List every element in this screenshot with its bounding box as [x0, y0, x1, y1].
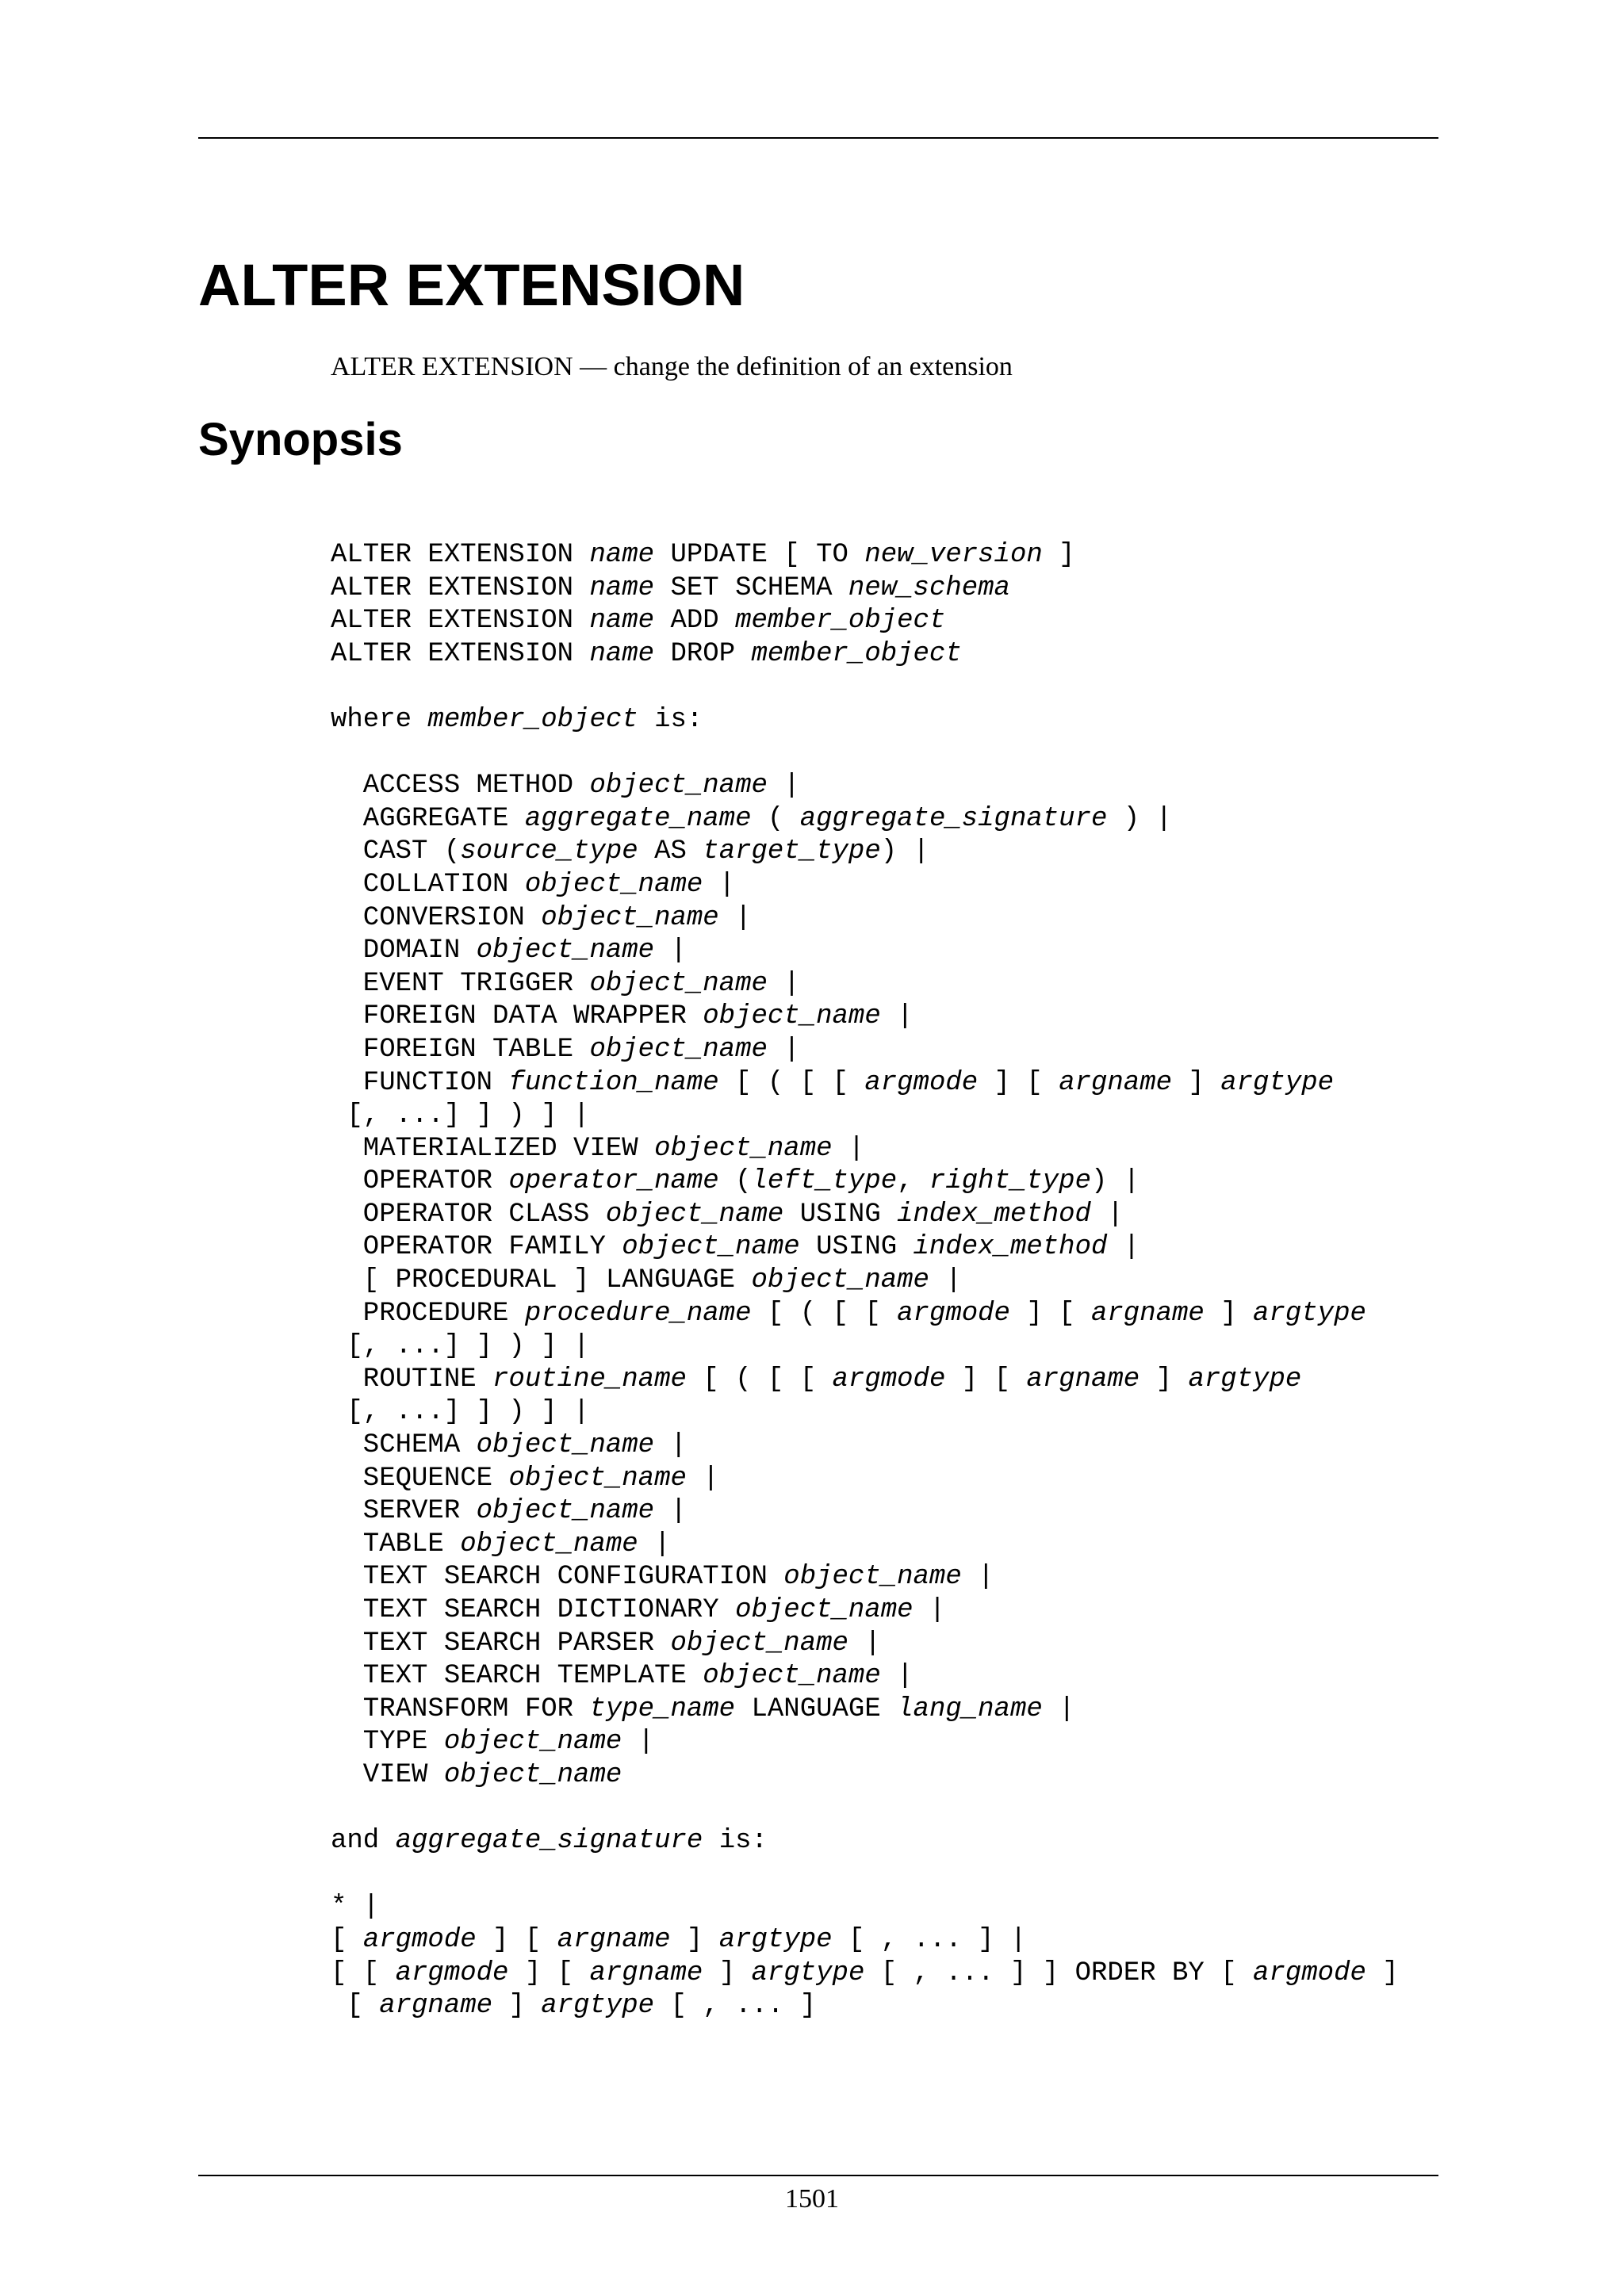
synopsis-text: [, ...] ] ) ] | — [331, 1397, 590, 1428]
synopsis-placeholder: function_name — [508, 1067, 719, 1098]
synopsis-text: [ , ... ] ] ORDER BY [ — [864, 1957, 1254, 1988]
synopsis-text: ] [ — [1009, 1298, 1091, 1329]
synopsis-placeholder: new_version — [864, 540, 1043, 570]
synopsis-line — [331, 1529, 1399, 1562]
synopsis-placeholder: object_name — [589, 771, 768, 802]
header-rule — [198, 137, 1438, 139]
synopsis-blank-line — [331, 1858, 1399, 1892]
synopsis-text: ] — [1139, 1364, 1189, 1395]
synopsis-text: ] — [703, 1957, 752, 1988]
synopsis-line — [331, 1693, 1399, 1727]
synopsis-line — [331, 1495, 1399, 1529]
synopsis-placeholder: argmode — [1253, 1957, 1366, 1988]
synopsis-placeholder: object_name — [670, 1628, 848, 1659]
synopsis-text: ALTER EXTENSION — [331, 572, 590, 603]
synopsis-line — [331, 770, 1399, 803]
synopsis-blank-line — [331, 671, 1399, 704]
synopsis-text: COLLATION — [331, 869, 525, 900]
synopsis-placeholder: object_name — [703, 1661, 881, 1692]
synopsis-line — [331, 1330, 1399, 1364]
synopsis-placeholder: argtype — [1188, 1364, 1302, 1395]
synopsis-line — [331, 836, 1399, 869]
synopsis-line — [331, 1957, 1399, 1991]
synopsis-placeholder: object_name — [605, 1199, 784, 1230]
synopsis-line — [331, 1133, 1399, 1166]
synopsis-placeholder: aggregate_name — [524, 803, 752, 834]
synopsis-line — [331, 869, 1399, 902]
synopsis-text: ) | — [1091, 1166, 1140, 1197]
synopsis-text: [ ( [ [ — [718, 1067, 865, 1098]
synopsis-placeholder: object_name — [654, 1133, 833, 1164]
synopsis-blank-line — [331, 737, 1399, 771]
synopsis-text: ACCESS METHOD — [331, 771, 590, 802]
synopsis-placeholder: target_type — [703, 836, 881, 867]
synopsis-text: SERVER — [331, 1496, 477, 1527]
synopsis-text: [, ...] ] ) ] | — [331, 1100, 590, 1131]
synopsis-text: | — [767, 771, 800, 802]
synopsis-text: | — [638, 1529, 671, 1559]
synopsis-placeholder: argname — [1091, 1298, 1205, 1329]
synopsis-placeholder: object_name — [476, 936, 655, 966]
synopsis-text: ] — [1172, 1067, 1221, 1098]
page-title: ALTER EXTENSION — [198, 252, 745, 318]
synopsis-text: UPDATE [ TO — [654, 540, 865, 570]
synopsis-text: ) | — [880, 836, 929, 867]
synopsis-text: AGGREGATE — [331, 803, 525, 834]
synopsis-text: OPERATOR FAMILY — [331, 1232, 622, 1263]
synopsis-placeholder: object_name — [508, 1463, 687, 1494]
synopsis-text: ALTER EXTENSION — [331, 638, 590, 669]
synopsis-text: | — [767, 1034, 800, 1065]
synopsis-placeholder: routine_name — [492, 1364, 687, 1395]
synopsis-placeholder: type_name — [589, 1693, 736, 1724]
page-number: 1501 — [785, 2184, 839, 2214]
synopsis-placeholder: source_type — [460, 836, 638, 867]
synopsis-line — [331, 539, 1399, 572]
synopsis-line — [331, 704, 1399, 737]
synopsis-text: USING — [783, 1199, 898, 1230]
synopsis-line — [331, 902, 1399, 936]
synopsis-placeholder: argmode — [897, 1298, 1010, 1329]
synopsis-line — [331, 1034, 1399, 1067]
synopsis-placeholder: name — [589, 638, 655, 669]
synopsis-text: OPERATOR — [331, 1166, 509, 1197]
synopsis-text: | — [1107, 1232, 1140, 1263]
synopsis-text: ] [ — [508, 1957, 590, 1988]
synopsis-line — [331, 1429, 1399, 1463]
synopsis-text: | — [767, 968, 800, 999]
synopsis-text: [ PROCEDURAL ] LANGUAGE — [331, 1265, 752, 1296]
synopsis-placeholder: object_name — [460, 1529, 638, 1559]
synopsis-text: | — [622, 1727, 655, 1758]
synopsis-placeholder: index_method — [913, 1232, 1108, 1263]
synopsis-placeholder: argtype — [1220, 1067, 1335, 1098]
synopsis-text: | — [1090, 1199, 1124, 1230]
synopsis-line — [331, 1067, 1399, 1100]
synopsis-text: [ — [331, 1991, 380, 2022]
synopsis-blank-line — [331, 1793, 1399, 1826]
synopsis-code-block — [331, 539, 1399, 2023]
synopsis-placeholder: argmode — [395, 1957, 509, 1988]
synopsis-placeholder: procedure_name — [524, 1298, 752, 1329]
synopsis-text: | — [880, 1001, 914, 1032]
synopsis-text: [ , ... ] | — [832, 1924, 1027, 1955]
synopsis-text: SCHEMA — [331, 1430, 477, 1461]
synopsis-text: OPERATOR CLASS — [331, 1199, 606, 1230]
synopsis-placeholder: aggregate_signature — [395, 1826, 703, 1857]
synopsis-placeholder: argmode — [362, 1924, 477, 1955]
synopsis-placeholder: operator_name — [508, 1166, 719, 1197]
synopsis-text: ROUTINE — [331, 1364, 493, 1395]
synopsis-text: TYPE — [331, 1727, 444, 1758]
synopsis-text: ] — [1204, 1298, 1254, 1329]
synopsis-placeholder: object_name — [443, 1759, 622, 1790]
synopsis-text: TABLE — [331, 1529, 461, 1559]
synopsis-text: ( — [751, 803, 800, 834]
synopsis-text: and — [331, 1826, 396, 1857]
synopsis-placeholder: member_object — [751, 638, 962, 669]
synopsis-text: ] [ — [476, 1924, 557, 1955]
synopsis-text: ALTER EXTENSION — [331, 606, 590, 637]
synopsis-line — [331, 1891, 1399, 1924]
synopsis-text: , — [897, 1166, 929, 1197]
synopsis-placeholder: name — [589, 572, 655, 603]
synopsis-line — [331, 1364, 1399, 1397]
synopsis-text: ] [ — [945, 1364, 1027, 1395]
synopsis-text: | — [880, 1661, 914, 1692]
synopsis-text: ADD — [654, 606, 736, 637]
synopsis-text: [ — [331, 1924, 363, 1955]
synopsis-placeholder: object_name — [735, 1595, 914, 1625]
synopsis-placeholder: right_type — [929, 1166, 1091, 1197]
synopsis-text: | — [703, 869, 736, 900]
synopsis-line — [331, 1759, 1399, 1793]
synopsis-text: ] — [492, 1991, 542, 2022]
synopsis-line — [331, 1726, 1399, 1759]
synopsis-text: ) | — [1107, 803, 1173, 834]
synopsis-placeholder: object_name — [622, 1232, 800, 1263]
synopsis-text: [ [ — [331, 1957, 396, 1988]
synopsis-text: MATERIALIZED VIEW — [331, 1133, 655, 1164]
synopsis-placeholder: object_name — [443, 1727, 622, 1758]
synopsis-text: where — [331, 704, 428, 735]
synopsis-text: | — [718, 902, 752, 933]
synopsis-text: TEXT SEARCH TEMPLATE — [331, 1661, 703, 1692]
synopsis-text: FUNCTION — [331, 1067, 509, 1098]
synopsis-text: | — [848, 1628, 881, 1659]
synopsis-line — [331, 572, 1399, 606]
synopsis-text: CONVERSION — [331, 902, 542, 933]
synopsis-text: TEXT SEARCH DICTIONARY — [331, 1595, 736, 1625]
synopsis-placeholder: object_name — [589, 1034, 768, 1065]
synopsis-text: FOREIGN TABLE — [331, 1034, 590, 1065]
synopsis-placeholder: argname — [379, 1991, 493, 2022]
synopsis-placeholder: name — [589, 606, 655, 637]
synopsis-placeholder: object_name — [524, 869, 703, 900]
synopsis-line — [331, 1561, 1399, 1594]
synopsis-placeholder: new_schema — [848, 572, 1010, 603]
synopsis-text: ALTER EXTENSION — [331, 540, 590, 570]
synopsis-placeholder: argname — [1059, 1067, 1173, 1098]
footer-rule — [198, 2175, 1438, 2176]
section-heading-synopsis: Synopsis — [198, 414, 403, 465]
synopsis-text: SEQUENCE — [331, 1463, 509, 1494]
synopsis-text: PROCEDURE — [331, 1298, 525, 1329]
synopsis-text: LANGUAGE — [735, 1693, 898, 1724]
synopsis-text: CAST ( — [331, 836, 461, 867]
synopsis-line — [331, 1660, 1399, 1693]
synopsis-placeholder: object_name — [783, 1562, 962, 1593]
synopsis-text: TEXT SEARCH PARSER — [331, 1628, 671, 1659]
synopsis-placeholder: object_name — [476, 1496, 655, 1527]
synopsis-placeholder: argtype — [541, 1991, 655, 2022]
synopsis-placeholder: member_object — [735, 606, 946, 637]
synopsis-placeholder: name — [589, 540, 655, 570]
synopsis-line — [331, 1990, 1399, 2023]
synopsis-placeholder: lang_name — [897, 1693, 1043, 1724]
synopsis-text: ] — [670, 1924, 719, 1955]
synopsis-placeholder: object_name — [476, 1430, 655, 1461]
synopsis-line — [331, 1265, 1399, 1298]
synopsis-text: | — [961, 1562, 994, 1593]
synopsis-line — [331, 1231, 1399, 1265]
synopsis-text: ( — [718, 1166, 752, 1197]
synopsis-text: TEXT SEARCH CONFIGURATION — [331, 1562, 784, 1593]
synopsis-line — [331, 1594, 1399, 1628]
synopsis-line — [331, 1001, 1399, 1034]
synopsis-text: [ ( [ [ — [751, 1298, 898, 1329]
synopsis-placeholder: argtype — [718, 1924, 833, 1955]
synopsis-line — [331, 1924, 1399, 1957]
synopsis-line — [331, 605, 1399, 638]
synopsis-line — [331, 1100, 1399, 1133]
synopsis-placeholder: argname — [1026, 1364, 1140, 1395]
refpurpose: ALTER EXTENSION — change the definition of an extension — [331, 352, 1013, 381]
synopsis-line — [331, 1628, 1399, 1661]
synopsis-text: is: — [703, 1826, 768, 1857]
synopsis-text: is: — [638, 704, 703, 735]
synopsis-text: * | — [331, 1892, 380, 1923]
synopsis-text: DROP — [654, 638, 752, 669]
synopsis-text: | — [913, 1595, 946, 1625]
synopsis-text: VIEW — [331, 1759, 444, 1790]
synopsis-text: ] — [1042, 540, 1075, 570]
synopsis-text: ] [ — [978, 1067, 1059, 1098]
synopsis-placeholder: aggregate_signature — [799, 803, 1108, 834]
synopsis-text: SET SCHEMA — [654, 572, 848, 603]
synopsis-line — [331, 1396, 1399, 1429]
synopsis-placeholder: argtype — [751, 1957, 865, 1988]
synopsis-text: | — [654, 1430, 687, 1461]
synopsis-placeholder: argname — [557, 1924, 671, 1955]
synopsis-placeholder: object_name — [703, 1001, 881, 1032]
synopsis-text: USING — [799, 1232, 914, 1263]
synopsis-text: EVENT TRIGGER — [331, 968, 590, 999]
synopsis-line — [331, 1825, 1399, 1858]
synopsis-placeholder: object_name — [589, 968, 768, 999]
synopsis-placeholder: argmode — [864, 1067, 979, 1098]
synopsis-placeholder: member_object — [427, 704, 638, 735]
synopsis-text: ] — [1365, 1957, 1399, 1988]
synopsis-placeholder: argmode — [832, 1364, 946, 1395]
synopsis-text: | — [1042, 1693, 1075, 1724]
synopsis-placeholder: left_type — [751, 1166, 898, 1197]
synopsis-placeholder: argtype — [1253, 1298, 1366, 1329]
synopsis-text: [ ( [ [ — [686, 1364, 833, 1395]
synopsis-placeholder: object_name — [751, 1265, 929, 1296]
synopsis-line — [331, 1199, 1399, 1232]
synopsis-text: FOREIGN DATA WRAPPER — [331, 1001, 703, 1032]
synopsis-placeholder: argname — [589, 1957, 703, 1988]
synopsis-text: | — [654, 936, 687, 966]
synopsis-text: AS — [638, 836, 703, 867]
synopsis-text: [, ...] ] ) ] | — [331, 1331, 590, 1362]
synopsis-line — [331, 638, 1399, 672]
synopsis-placeholder: object_name — [541, 902, 719, 933]
synopsis-line — [331, 1463, 1399, 1496]
synopsis-line — [331, 1298, 1399, 1331]
synopsis-text: | — [929, 1265, 962, 1296]
synopsis-text: TRANSFORM FOR — [331, 1693, 590, 1724]
synopsis-text: | — [832, 1133, 865, 1164]
synopsis-placeholder: index_method — [897, 1199, 1091, 1230]
synopsis-line — [331, 935, 1399, 968]
synopsis-text: [ , ... ] — [654, 1991, 817, 2022]
synopsis-text: | — [654, 1496, 687, 1527]
synopsis-line — [331, 1165, 1399, 1199]
synopsis-line — [331, 968, 1399, 1001]
synopsis-text: | — [686, 1463, 719, 1494]
synopsis-text: DOMAIN — [331, 936, 477, 966]
synopsis-line — [331, 803, 1399, 836]
